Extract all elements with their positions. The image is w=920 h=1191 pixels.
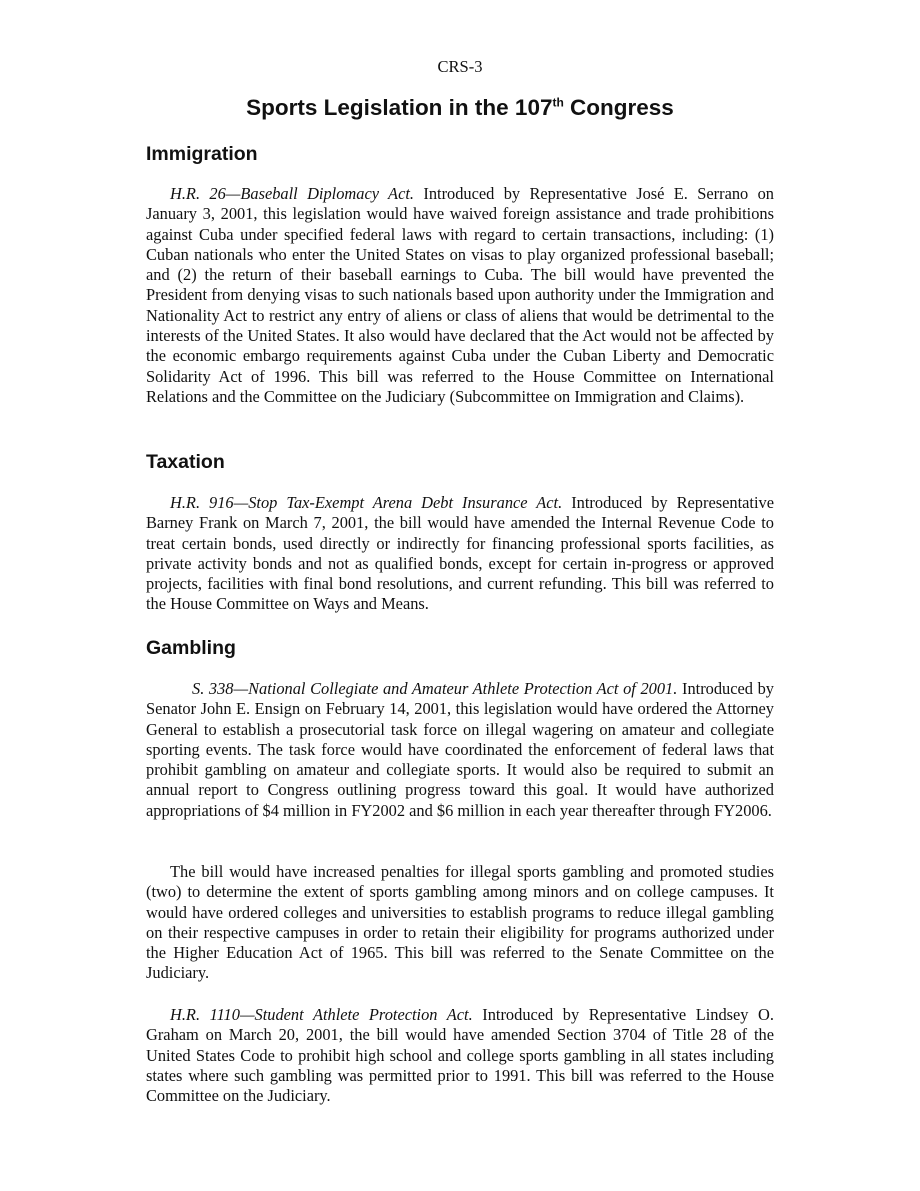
page-number: CRS-3 [437,57,483,76]
paragraph-text-hr1110: Introduced by Representative Lindsey O. Graham on March 20, 2001, the bill would have amended Section 3704 of Title 28 of the United States Code to prohibit high school and college sports gambling in all states including states where such gambling was permitted prior to 1991. This bill was referred to the House Committee on the Judiciary. [146,1005,774,1106]
paragraph-hr26 [146,184,774,407]
bill-title-hr1110: H.R. 1110—Student Athlete Protection Act. [170,1005,473,1024]
paragraph-text-hr916: Introduced by Representative Barney Frank on March 7, 2001, the bill would have amended the Internal Revenue Code to treat certain bonds, used directly or indirectly for financing professional sports facilities, as private activity bonds and not as qualified bonds, except for certain in-progress or approved projects, facilities with final bond resolutions, and current refunding. This bill was referred to the House Committee on Ways and Means. [146,493,774,614]
section-heading-gambling: Gambling [146,637,236,659]
page-title-end: Congress [563,95,674,120]
paragraph-hr1110 [146,1005,774,1106]
paragraph-text-s338-continued: The bill would have increased penalties for illegal sports gambling and promoted studies (two) to determine the extent of sports gambling among minors and on college campuses. It would have ordered colleges and universities to establish programs to reduce illegal gambling on their respective campuses in order to retain their eligibility for programs authorized under the Higher Education Act of 1965. This bill was referred to the Senate Committee on the Judiciary. [146,862,774,983]
paragraph-text-s338: Introduced by Senator John E. Ensign on February 14, 2001, this legislation would have ordered the Attorney General to establish a prosecutorial task force on illegal wagering on amateur and collegiate sporting events. The task force would have coordinated the enforcement of federal laws that prohibit gambling on amateur and collegiate sports. It would also be required to submit an annual report to Congress outlining progress toward this goal. It would have authorized appropriations of $4 million in FY2002 and $6 million in each year thereafter through FY2006. [146,679,774,820]
bill-title-hr26: H.R. 26—Baseball Diplomacy Act. [170,184,414,203]
paragraph-text-hr26: Introduced by Representative José E. Serrano on January 3, 2001, this legislation would have waived foreign assistance and trade prohibitions against Cuba under specified federal laws with regard to certain transactions, including: (1) Cuban nationals who enter the United States on visas to play organized professional baseball; and (2) the return of their baseball earnings to Cuba. The bill would have prevented the President from denying visas to such nationals based upon authority under the Immigration and Nationality Act to restrict any entry of aliens or class of aliens that would be detrimental to the interests of the United States. It also would have declared that the Act would not be affected by the economic embargo requirements against Cuba under the Cuban Liberty and Democratic Solidarity Act of 1996. This bill was referred to the House Committee on International Relations and the Committee on the Judiciary (Subcommittee on Immigration and Claims). [146,184,774,406]
paragraph-s338-continued [146,862,774,984]
page-title [146,93,774,123]
page-title-superscript: th [552,95,564,110]
paragraph-s338 [146,679,774,821]
section-heading-taxation: Taxation [146,451,225,473]
paragraph-hr916 [146,493,774,615]
section-heading-immigration: Immigration [146,143,258,165]
bill-title-hr916: H.R. 916—Stop Tax-Exempt Arena Debt Insurance Act. [170,493,563,512]
page-title-main: Sports Legislation in the 107 [246,95,553,120]
bill-title-s338: S. 338—National Collegiate and Amateur Athlete Protection Act of 2001. [192,679,678,698]
